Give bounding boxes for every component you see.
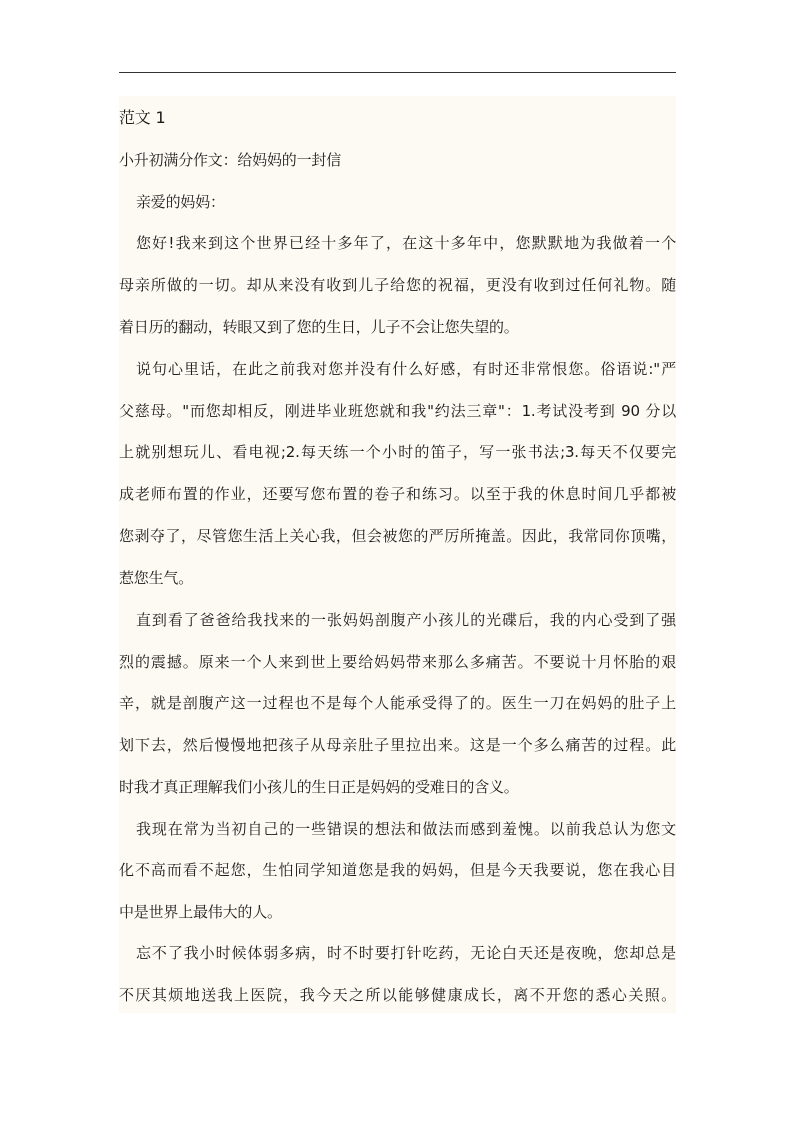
text-line: 我现在常为当初自己的一些错误的想法和做法而感到羞愧。以前我总认为您文 bbox=[136, 820, 676, 838]
text-line: 说句心里话，在此之前我对您并没有什么好感，有时还非常恨您。俗语说:"严 bbox=[136, 360, 676, 378]
text-line: 成老师布置的作业，还要写您布置的卷子和练习。以至于我的休息时间几乎都被 bbox=[119, 485, 676, 503]
text-line: 直到看了爸爸给我找来的一张妈妈剖腹产小孩儿的光碟后，我的内心受到了强 bbox=[136, 611, 676, 629]
text-line: 父慈母。"而您却相反，刚进毕业班您就和我"约法三章"：1.考试没考到 90 分以 bbox=[119, 402, 676, 420]
essay-title: 小升初满分作文：给妈妈的一封信 bbox=[119, 151, 342, 169]
text-line: 烈的震撼。原来一个人来到世上要给妈妈带来那么多痛苦。不要说十月怀胎的艰 bbox=[119, 653, 676, 671]
text-line: 忘不了我小时候体弱多病，时不时要打针吃药，无论白天还是夜晚，您却总是 bbox=[136, 944, 676, 962]
text-line: 惹您生气。 bbox=[119, 569, 194, 587]
text-line: 您好!我来到这个世界已经十多年了，在这十多年中，您默默地为我做着一个 bbox=[136, 234, 676, 252]
text-line: 不厌其烦地送我上医院，我今天之所以能够健康成长，离不开您的悉心关照。 bbox=[119, 986, 676, 1004]
text-line: 中是世界上最伟大的人。 bbox=[119, 903, 282, 921]
header-rule bbox=[119, 72, 676, 73]
text-line: 着日历的翻动，转眼又到了您的生日，儿子不会让您失望的。 bbox=[119, 318, 519, 336]
text-line: 辛，就是剖腹产这一过程也不是每个人能承受得了的。医生一刀在妈妈的肚子上 bbox=[119, 694, 676, 712]
essay-heading: 范文 1 bbox=[119, 108, 166, 127]
text-line: 时我才真正理解我们小孩儿的生日正是妈妈的受难日的含义。 bbox=[119, 778, 519, 796]
text-line: 划下去，然后慢慢地把孩子从母亲肚子里拉出来。这是一个多么痛苦的过程。此 bbox=[119, 736, 676, 754]
salutation: 亲爱的妈妈： bbox=[136, 193, 225, 211]
text-line: 母亲所做的一切。却从来没有收到儿子给您的祝福，更没有收到过任何礼物。随 bbox=[119, 276, 676, 294]
text-line: 化不高而看不起您，生怕同学知道您是我的妈妈，但是今天我要说，您在我心目 bbox=[119, 861, 676, 879]
text-line: 上就别想玩儿、看电视;2.每天练一个小时的笛子，写一张书法;3.每天不仅要完 bbox=[119, 443, 676, 461]
letter-body bbox=[119, 96, 676, 1013]
text-line: 您剥夺了，尽管您生活上关心我，但会被您的严厉所掩盖。因此，我常同你顶嘴， bbox=[119, 527, 676, 545]
